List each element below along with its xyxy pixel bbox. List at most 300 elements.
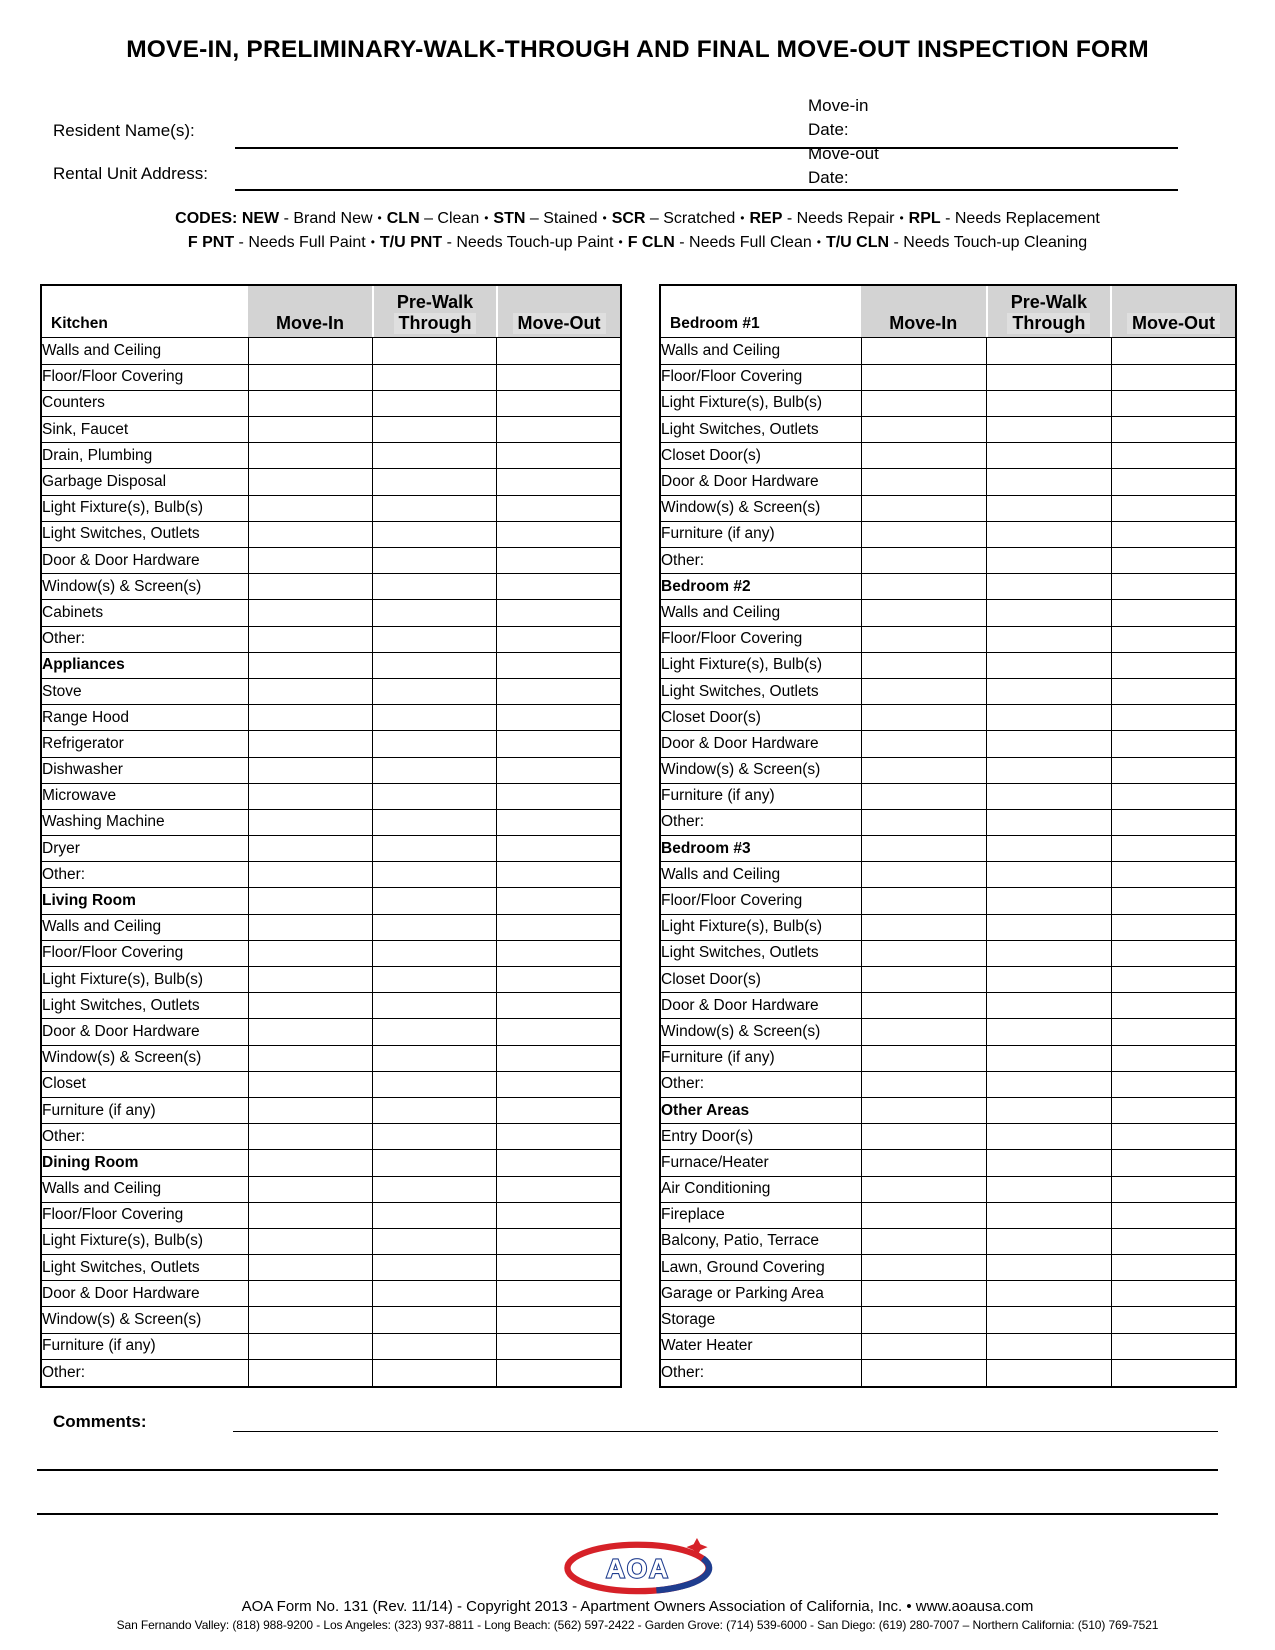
inspection-cell[interactable] (496, 1045, 620, 1071)
inspection-cell[interactable] (248, 495, 372, 521)
inspection-cell[interactable] (248, 705, 372, 731)
inspection-cell[interactable] (861, 1045, 986, 1071)
inspection-cell[interactable] (248, 417, 372, 443)
inspection-cell[interactable] (861, 600, 986, 626)
inspection-cell[interactable] (496, 600, 620, 626)
inspection-cell[interactable] (496, 888, 620, 914)
inspection-cell[interactable] (372, 417, 496, 443)
inspection-cell[interactable] (1111, 678, 1235, 704)
inspection-cell[interactable] (986, 652, 1111, 678)
footer-phone-numbers: San Fernando Valley: (818) 988-9200 - Los Angeles: (323) 937-8811 - Long Beach: (562) 597-2422 - Garden Grove: (714) 539-6000 - San Diego: (619) 280-7007 – Northern California: (510) 769-7521 (116, 1618, 1159, 1632)
inspection-cell[interactable] (1111, 495, 1235, 521)
inspection-cell[interactable] (861, 888, 986, 914)
table-row (42, 836, 620, 862)
inspection-cell[interactable] (986, 1202, 1111, 1228)
item-label-cell: Window(s) & Screen(s) (42, 1045, 248, 1071)
inspection-cell[interactable] (496, 626, 620, 652)
inspection-cell[interactable] (861, 469, 986, 495)
inspection-cell[interactable] (372, 1333, 496, 1359)
inspection-cell[interactable] (372, 338, 496, 364)
inspection-cell[interactable] (861, 1176, 986, 1202)
inspection-cell[interactable] (496, 469, 620, 495)
inspection-cell[interactable] (986, 521, 1111, 547)
inspection-cell[interactable] (372, 914, 496, 940)
inspection-cell[interactable] (1111, 1255, 1235, 1281)
inspection-cell[interactable] (986, 574, 1111, 600)
inspection-cell[interactable] (861, 1281, 986, 1307)
table-row (661, 1124, 1235, 1150)
inspection-cell[interactable] (1111, 993, 1235, 1019)
inspection-cell[interactable] (986, 1097, 1111, 1123)
inspection-cell[interactable] (496, 1019, 620, 1045)
inspection-cell[interactable] (1111, 417, 1235, 443)
inspection-cell[interactable] (861, 836, 986, 862)
inspection-cell[interactable] (496, 1255, 620, 1281)
inspection-cell[interactable] (861, 731, 986, 757)
inspection-cell[interactable] (861, 364, 986, 390)
inspection-cell[interactable] (861, 1202, 986, 1228)
inspection-cell[interactable] (248, 678, 372, 704)
inspection-cell[interactable] (986, 1228, 1111, 1254)
inspection-cell[interactable] (1111, 652, 1235, 678)
inspection-cell[interactable] (861, 757, 986, 783)
inspection-cell[interactable] (986, 809, 1111, 835)
inspection-cell[interactable] (372, 652, 496, 678)
inspection-cell[interactable] (986, 705, 1111, 731)
inspection-cell[interactable] (1111, 888, 1235, 914)
inspection-cell[interactable] (496, 574, 620, 600)
inspection-cell[interactable] (372, 888, 496, 914)
move-in-date-input-line[interactable] (915, 147, 1178, 149)
inspection-cell[interactable] (1111, 1045, 1235, 1071)
inspection-cell[interactable] (248, 548, 372, 574)
inspection-cell[interactable] (986, 914, 1111, 940)
inspection-cell[interactable] (372, 1019, 496, 1045)
column-header-pre-walk-through (372, 286, 496, 337)
inspection-cell[interactable] (248, 1176, 372, 1202)
inspection-cell[interactable] (861, 1307, 986, 1333)
codes-legend (0, 207, 1275, 254)
column-header-move-in (861, 286, 986, 337)
inspection-cell[interactable] (496, 836, 620, 862)
inspection-cell[interactable] (861, 443, 986, 469)
inspection-cell[interactable] (372, 574, 496, 600)
inspection-cell[interactable] (861, 1228, 986, 1254)
inspection-cell[interactable] (496, 940, 620, 966)
inspection-cell[interactable] (861, 967, 986, 993)
inspection-cell[interactable] (496, 364, 620, 390)
inspection-cell[interactable] (861, 809, 986, 835)
inspection-cell[interactable] (496, 1097, 620, 1123)
inspection-cell[interactable] (986, 417, 1111, 443)
inspection-cell[interactable] (248, 967, 372, 993)
inspection-cell[interactable] (861, 1359, 986, 1385)
inspection-cell[interactable] (861, 1097, 986, 1123)
inspection-cell[interactable] (861, 1150, 986, 1176)
table-row (42, 574, 620, 600)
inspection-cell[interactable] (986, 443, 1111, 469)
inspection-cell[interactable] (248, 1150, 372, 1176)
inspection-cell[interactable] (1111, 757, 1235, 783)
inspection-cell[interactable] (986, 940, 1111, 966)
inspection-cell[interactable] (496, 443, 620, 469)
inspection-cell[interactable] (861, 1071, 986, 1097)
inspection-cell[interactable] (248, 914, 372, 940)
inspection-cell[interactable] (1111, 521, 1235, 547)
inspection-cell[interactable] (248, 1333, 372, 1359)
inspection-cell[interactable] (248, 1228, 372, 1254)
inspection-cell[interactable] (248, 338, 372, 364)
column-header-pre-walk-through (986, 286, 1111, 337)
inspection-cell[interactable] (986, 626, 1111, 652)
inspection-cell[interactable] (496, 678, 620, 704)
item-label-cell: Refrigerator (42, 731, 248, 757)
table-header (661, 286, 1235, 338)
section-header-cell: Living Room (42, 888, 248, 914)
inspection-cell[interactable] (248, 731, 372, 757)
inspection-cell[interactable] (372, 1359, 496, 1385)
table-row (661, 914, 1235, 940)
inspection-cell[interactable] (372, 521, 496, 547)
inspection-cell[interactable] (986, 548, 1111, 574)
inspection-cell[interactable] (986, 469, 1111, 495)
inspection-cell[interactable] (986, 1307, 1111, 1333)
inspection-cell[interactable] (248, 757, 372, 783)
inspection-cell[interactable] (1111, 1228, 1235, 1254)
inspection-cell[interactable] (372, 967, 496, 993)
table-row (661, 940, 1235, 966)
inspection-cell[interactable] (248, 574, 372, 600)
table-row (42, 1359, 620, 1385)
inspection-cell[interactable] (986, 1124, 1111, 1150)
inspection-cell[interactable] (496, 862, 620, 888)
inspection-cell[interactable] (861, 862, 986, 888)
inspection-cell[interactable] (248, 940, 372, 966)
inspection-cell[interactable] (248, 1097, 372, 1123)
inspection-cell[interactable] (861, 521, 986, 547)
inspection-cell[interactable] (986, 1150, 1111, 1176)
inspection-cell[interactable] (248, 1124, 372, 1150)
inspection-cell[interactable] (1111, 1281, 1235, 1307)
inspection-cell[interactable] (372, 809, 496, 835)
inspection-cell[interactable] (1111, 705, 1235, 731)
inspection-cell[interactable] (372, 705, 496, 731)
inspection-cell[interactable] (1111, 1019, 1235, 1045)
inspection-cell[interactable] (986, 1255, 1111, 1281)
inspection-cell[interactable] (1111, 940, 1235, 966)
inspection-cell[interactable] (372, 1071, 496, 1097)
inspection-cell[interactable] (372, 1202, 496, 1228)
inspection-cell[interactable] (372, 495, 496, 521)
inspection-cell[interactable] (861, 574, 986, 600)
inspection-cell[interactable] (1111, 548, 1235, 574)
inspection-cell[interactable] (248, 364, 372, 390)
inspection-table-left (40, 284, 622, 1388)
inspection-cell[interactable] (496, 914, 620, 940)
inspection-cell[interactable] (496, 1124, 620, 1150)
table-row (42, 1019, 620, 1045)
inspection-cell[interactable] (1111, 836, 1235, 862)
item-label-cell: Closet (42, 1071, 248, 1097)
inspection-cell[interactable] (1111, 1071, 1235, 1097)
inspection-cell[interactable] (372, 364, 496, 390)
inspection-cell[interactable] (1111, 1150, 1235, 1176)
inspection-cell[interactable] (372, 731, 496, 757)
inspection-cell[interactable] (986, 364, 1111, 390)
table-row (661, 521, 1235, 547)
item-label-cell: Water Heater (661, 1333, 861, 1359)
inspection-cell[interactable] (986, 1333, 1111, 1359)
inspection-cell[interactable] (496, 1281, 620, 1307)
inspection-cell[interactable] (986, 495, 1111, 521)
table-row (42, 862, 620, 888)
inspection-cell[interactable] (496, 1359, 620, 1385)
code-abbreviation: F PNT (187, 233, 235, 251)
table-row (42, 1176, 620, 1202)
inspection-cell[interactable] (986, 1176, 1111, 1202)
inspection-cell[interactable] (861, 705, 986, 731)
inspection-cell[interactable] (986, 1281, 1111, 1307)
inspection-cell[interactable] (861, 390, 986, 416)
item-label-cell: Window(s) & Screen(s) (42, 574, 248, 600)
inspection-cell[interactable] (248, 600, 372, 626)
inspection-cell[interactable] (1111, 967, 1235, 993)
inspection-cell[interactable] (372, 940, 496, 966)
inspection-cell[interactable] (248, 1045, 372, 1071)
inspection-cell[interactable] (986, 1359, 1111, 1385)
inspection-cell[interactable] (1111, 364, 1235, 390)
inspection-cell[interactable] (1111, 390, 1235, 416)
inspection-cell[interactable] (986, 757, 1111, 783)
inspection-cell[interactable] (986, 390, 1111, 416)
inspection-cell[interactable] (861, 338, 986, 364)
inspection-cell[interactable] (986, 338, 1111, 364)
section-header-cell: Appliances (42, 652, 248, 678)
inspection-cell[interactable] (1111, 338, 1235, 364)
inspection-cell[interactable] (372, 443, 496, 469)
inspection-cell[interactable] (248, 469, 372, 495)
inspection-cell[interactable] (248, 862, 372, 888)
inspection-cell[interactable] (248, 652, 372, 678)
inspection-cell[interactable] (1111, 1202, 1235, 1228)
table-row (661, 888, 1235, 914)
inspection-cell[interactable] (1111, 1359, 1235, 1385)
inspection-cell[interactable] (248, 1281, 372, 1307)
inspection-cell[interactable] (372, 1255, 496, 1281)
logo-text: AOA (606, 1553, 670, 1584)
inspection-cell[interactable] (496, 495, 620, 521)
pre-walk-label: Pre-Walk (1010, 292, 1088, 312)
inspection-cell[interactable] (248, 1019, 372, 1045)
item-label-cell: Door & Door Hardware (42, 1281, 248, 1307)
inspection-cell[interactable] (496, 757, 620, 783)
inspection-cell[interactable] (861, 1255, 986, 1281)
inspection-cell[interactable] (861, 993, 986, 1019)
inspection-cell[interactable] (248, 1202, 372, 1228)
column-header-move-in (248, 286, 372, 337)
inspection-cell[interactable] (1111, 469, 1235, 495)
bullet-separator: • (370, 234, 375, 249)
inspection-cell[interactable] (1111, 1176, 1235, 1202)
inspection-cell[interactable] (372, 862, 496, 888)
inspection-cell[interactable] (861, 940, 986, 966)
inspection-cell[interactable] (1111, 809, 1235, 835)
item-label-cell: Door & Door Hardware (661, 993, 861, 1019)
inspection-cell[interactable] (372, 600, 496, 626)
table-row (661, 1045, 1235, 1071)
inspection-cell[interactable] (1111, 626, 1235, 652)
inspection-cell[interactable] (496, 967, 620, 993)
inspection-cell[interactable] (372, 757, 496, 783)
inspection-cell[interactable] (986, 862, 1111, 888)
inspection-cell[interactable] (496, 809, 620, 835)
inspection-cell[interactable] (986, 993, 1111, 1019)
inspection-cell[interactable] (861, 1019, 986, 1045)
inspection-cell[interactable] (248, 1071, 372, 1097)
table-row (42, 417, 620, 443)
inspection-cell[interactable] (372, 678, 496, 704)
inspection-cell[interactable] (1111, 1333, 1235, 1359)
inspection-cell[interactable] (496, 1150, 620, 1176)
inspection-cell[interactable] (496, 705, 620, 731)
table-row (661, 1071, 1235, 1097)
inspection-cell[interactable] (496, 731, 620, 757)
inspection-cell[interactable] (1111, 600, 1235, 626)
item-label-cell: Light Switches, Outlets (42, 1255, 248, 1281)
table-row (42, 1255, 620, 1281)
inspection-cell[interactable] (986, 836, 1111, 862)
inspection-cell[interactable] (496, 1307, 620, 1333)
inspection-cell[interactable] (1111, 1124, 1235, 1150)
item-label-cell: Window(s) & Screen(s) (661, 495, 861, 521)
inspection-cell[interactable] (1111, 783, 1235, 809)
inspection-cell[interactable] (496, 521, 620, 547)
inspection-cell[interactable] (1111, 443, 1235, 469)
item-label-cell: Other: (661, 809, 861, 835)
inspection-cell[interactable] (248, 783, 372, 809)
item-label-cell: Floor/Floor Covering (42, 364, 248, 390)
item-label-cell: Lawn, Ground Covering (661, 1255, 861, 1281)
section-header-cell: Bedroom #2 (661, 574, 861, 600)
footer-form-number: AOA Form No. 131 (Rev. 11/14) - Copyright 2013 - Apartment Owners Association of California, Inc. • www.aoausa.com (241, 1598, 1034, 1615)
inspection-cell[interactable] (496, 390, 620, 416)
inspection-cell[interactable] (496, 1202, 620, 1228)
inspection-cell[interactable] (248, 1255, 372, 1281)
inspection-cell[interactable] (986, 888, 1111, 914)
comments-input-line-2[interactable] (37, 1469, 1218, 1471)
inspection-cell[interactable] (861, 626, 986, 652)
inspection-cell[interactable] (986, 1071, 1111, 1097)
inspection-cell[interactable] (496, 1228, 620, 1254)
inspection-cell[interactable] (248, 521, 372, 547)
item-label-cell: Light Fixture(s), Bulb(s) (42, 495, 248, 521)
inspection-cell[interactable] (496, 1333, 620, 1359)
inspection-cell[interactable] (1111, 862, 1235, 888)
inspection-cell[interactable] (861, 914, 986, 940)
aoa-logo (560, 1538, 716, 1596)
inspection-cell[interactable] (986, 1019, 1111, 1045)
inspection-cell[interactable] (248, 1359, 372, 1385)
inspection-cell[interactable] (861, 1124, 986, 1150)
inspection-cell[interactable] (496, 993, 620, 1019)
inspection-cell[interactable] (496, 1176, 620, 1202)
inspection-cell[interactable] (372, 783, 496, 809)
inspection-cell[interactable] (496, 783, 620, 809)
inspection-cell[interactable] (248, 993, 372, 1019)
inspection-cell[interactable] (986, 1045, 1111, 1071)
inspection-cell[interactable] (372, 469, 496, 495)
inspection-cell[interactable] (248, 836, 372, 862)
resident-name-label: Resident Name(s): (53, 121, 195, 140)
comments-input-line-1[interactable] (233, 1431, 1218, 1432)
inspection-cell[interactable] (248, 888, 372, 914)
inspection-cell[interactable] (372, 1176, 496, 1202)
inspection-cell[interactable] (248, 390, 372, 416)
inspection-cell[interactable] (372, 626, 496, 652)
inspection-cell[interactable] (372, 1097, 496, 1123)
inspection-cell[interactable] (496, 338, 620, 364)
inspection-cell[interactable] (248, 809, 372, 835)
inspection-cell[interactable] (372, 390, 496, 416)
inspection-cell[interactable] (248, 443, 372, 469)
inspection-cell[interactable] (986, 783, 1111, 809)
inspection-cell[interactable] (861, 678, 986, 704)
inspection-cell[interactable] (861, 783, 986, 809)
inspection-cell[interactable] (986, 731, 1111, 757)
table-row (661, 862, 1235, 888)
inspection-cell[interactable] (372, 1228, 496, 1254)
inspection-cell[interactable] (372, 1045, 496, 1071)
inspection-cell[interactable] (986, 600, 1111, 626)
comments-input-line-3[interactable] (37, 1513, 1218, 1515)
inspection-cell[interactable] (372, 1307, 496, 1333)
inspection-cell[interactable] (986, 678, 1111, 704)
table-row (661, 1097, 1235, 1123)
inspection-cell[interactable] (496, 417, 620, 443)
inspection-cell[interactable] (861, 1333, 986, 1359)
table-row (661, 731, 1235, 757)
table-row (661, 1202, 1235, 1228)
inspection-cell[interactable] (1111, 1307, 1235, 1333)
inspection-cell[interactable] (248, 626, 372, 652)
inspection-cell[interactable] (496, 548, 620, 574)
inspection-cell[interactable] (986, 967, 1111, 993)
code-abbreviation: STN (493, 210, 526, 227)
inspection-cell[interactable] (372, 1124, 496, 1150)
inspection-cell[interactable] (861, 652, 986, 678)
inspection-cell[interactable] (1111, 574, 1235, 600)
item-label-cell: Furniture (if any) (661, 783, 861, 809)
inspection-cell[interactable] (1111, 731, 1235, 757)
move-out-date-input-line[interactable] (915, 189, 1178, 191)
inspection-cell[interactable] (372, 1150, 496, 1176)
item-label-cell: Dishwasher (42, 757, 248, 783)
inspection-cell[interactable] (372, 993, 496, 1019)
inspection-cell[interactable] (372, 548, 496, 574)
table-row (661, 469, 1235, 495)
inspection-cell[interactable] (248, 1307, 372, 1333)
inspection-cell[interactable] (496, 1071, 620, 1097)
inspection-cell[interactable] (861, 495, 986, 521)
item-label-cell: Garage or Parking Area (661, 1281, 861, 1307)
inspection-cell[interactable] (372, 836, 496, 862)
inspection-cell[interactable] (496, 652, 620, 678)
inspection-cell[interactable] (861, 417, 986, 443)
inspection-cell[interactable] (1111, 914, 1235, 940)
inspection-cell[interactable] (372, 1281, 496, 1307)
inspection-cell[interactable] (1111, 1097, 1235, 1123)
inspection-cell[interactable] (861, 548, 986, 574)
